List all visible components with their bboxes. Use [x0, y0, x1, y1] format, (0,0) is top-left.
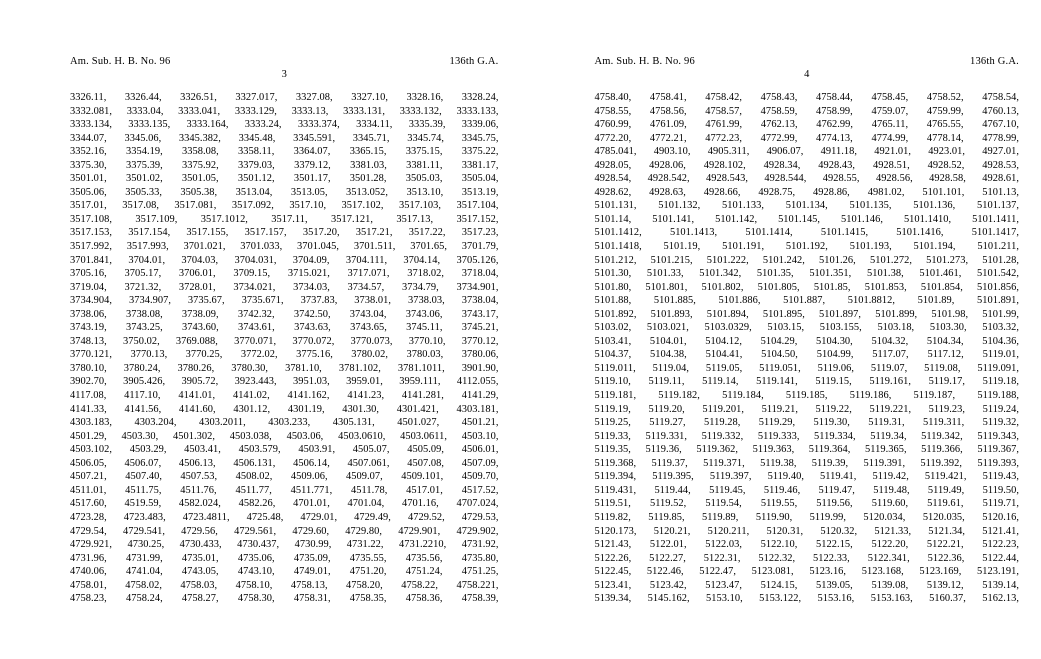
section-line: 4723.28, 4723.483, 4723.4811, 4725.48, 4729.01, 4729.49, 4729.52, 4729.53, [70, 511, 499, 523]
section-line: 5119.35, 5119.36, 5119.362, 5119.363, 5119.364, 5119.365, 5119.366, 5119.367, [594, 444, 1019, 456]
section-line: 4503.102, 4503.29, 4503.41, 4503.579, 4503.91, 4505.07, 4505.09, 4506.01, [70, 444, 499, 456]
section-line: 5119.368, 5119.37, 5119.371, 5119.38, 5119.39, 5119.391, 5119.392, 5119.393, [594, 457, 1019, 469]
section-line: 5119.181, 5119.182, 5119.184, 5119.185, 5119.186, 5119.187, 5119.188, [594, 390, 1019, 402]
section-line: 3738.06, 3738.08, 3738.09, 3742.32, 3742.50, 3743.04, 3743.06, 3743.17, [70, 308, 499, 320]
section-line: 3902.70, 3905.426, 3905.72, 3923.443, 3951.03, 3959.01, 3959.111, 4112.055, [70, 376, 499, 388]
section-line: 5119.82, 5119.85, 5119.89, 5119.90, 5119.99, 5120.034, 5120.035, 5120.16, [594, 511, 1019, 523]
section-line: 3333.134, 3333.135, 3333.164, 3333.24, 3333.374, 3334.11, 3335.39, 3339.06, [70, 119, 499, 131]
section-line: 3743.19, 3743.25, 3743.60, 3743.61, 3743.63, 3743.65, 3745.11, 3745.21, [70, 322, 499, 334]
section-line: 5101.30, 5101.33, 5101.342, 5101.35, 5101.351, 5101.38, 5101.461, 5101.542, [594, 268, 1019, 280]
section-line: 5121.43, 5122.01, 5122.03, 5122.10, 5122.15, 5122.20, 5122.21, 5122.23, [594, 539, 1019, 551]
section-line: 4729.54, 4729.541, 4729.56, 4729.561, 4729.60, 4729.80, 4729.901, 4729.902, [70, 525, 499, 537]
section-line: 3501.01, 3501.02, 3501.05, 3501.12, 3501.17, 3501.28, 3505.03, 3505.04, [70, 173, 499, 185]
section-line: 4506.05, 4506.07, 4506.13, 4506.131, 4506.14, 4507.061, 4507.08, 4507.09, [70, 457, 499, 469]
section-line: 3375.30, 3375.39, 3375.92, 3379.03, 3379.12, 3381.03, 3381.11, 3381.17, [70, 159, 499, 171]
section-line: 3517.153, 3517.154, 3517.155, 3517.157, 3517.20, 3517.21, 3517.22, 3517.23, [70, 227, 499, 239]
section-line: 5119.431, 5119.44, 5119.45, 5119.46, 5119.47, 5119.48, 5119.49, 5119.50, [594, 484, 1019, 496]
running-head-left [70, 56, 499, 67]
section-line: 5123.41, 5123.42, 5123.47, 5124.15, 5139.05, 5139.08, 5139.12, 5139.14, [594, 579, 1019, 591]
bill-number-right: Am. Sub. H. B. No. 96 [594, 56, 695, 67]
section-line: 5139.34, 5145.162, 5153.10, 5153.122, 5153.16, 5153.163, 5160.37, 5162.13, [594, 593, 1019, 605]
section-line: 3719.04, 3721.32, 3728.01, 3734.021, 3734.03, 3734.57, 3734.79, 3734.901, [70, 281, 499, 293]
section-line: 4772.20, 4772.21, 4772.23, 4772.99, 4774.13, 4774.99, 4778.14, 4778.99, [594, 132, 1019, 144]
section-line: 4517.60, 4519.59, 4582.024, 4582.26, 4701.01, 4701.04, 4701.16, 4707.024, [70, 498, 499, 510]
section-line: 4303.183, 4303.204, 4303.2011, 4303.233, 4305.131, 4501.027, 4501.21, [70, 417, 499, 429]
section-line: 4729.921, 4730.25, 4730.433, 4730.437, 4730.99, 4731.22, 4731.2210, 4731.92, [70, 539, 499, 551]
section-line: 4731.96, 4731.99, 4735.01, 4735.06, 4735.09, 4735.55, 4735.56, 4735.80, [70, 552, 499, 564]
section-line: 4928.05, 4928.06, 4928.102, 4928.34, 4928.43, 4928.51, 4928.52, 4928.53, [594, 159, 1019, 171]
section-line: 3770.121, 3770.13, 3770.25, 3772.02, 3775.16, 3780.02, 3780.03, 3780.06, [70, 349, 499, 361]
section-line: 4760.99, 4761.09, 4761.99, 4762.13, 4762.99, 4765.11, 4765.55, 4767.10, [594, 119, 1019, 131]
section-line: 4117.08, 4117.10, 4141.01, 4141.02, 4141.162, 4141.23, 4141.281, 4141.29, [70, 390, 499, 402]
section-line: 5119.25, 5119.27, 5119.28, 5119.29, 5119.30, 5119.31, 5119.311, 5119.32, [594, 417, 1019, 429]
column-right [521, 0, 1041, 659]
section-line: 4501.29, 4503.30, 4501.302, 4503.038, 4503.06, 4503.0610, 4503.0611, 4503.10, [70, 430, 499, 442]
section-line: 3705.16, 3705.17, 3706.01, 3709.15, 3715.021, 3717.071, 3718.02, 3718.04, [70, 268, 499, 280]
section-line: 5120.173, 5120.21, 5120.211, 5120.31, 5120.32, 5121.33, 5121.34, 5121.41, [594, 525, 1019, 537]
section-line: 4758.23, 4758.24, 4758.27, 4758.30, 4758.31, 4758.35, 4758.36, 4758.39, [70, 593, 499, 605]
section-line: 4507.21, 4507.40, 4507.53, 4508.02, 4509.06, 4509.07, 4509.101, 4509.70, [70, 471, 499, 483]
running-head-right [595, 56, 1020, 67]
section-list-right [595, 91, 1020, 606]
section-line: 3332.081, 3333.04, 3333.041, 3333.129, 3333.13, 3333.131, 3333.132, 3333.133, [70, 105, 499, 117]
section-line: 4928.54, 4928.542, 4928.543, 4928.544, 4928.55, 4928.56, 4928.58, 4928.61, [594, 173, 1019, 185]
section-line: 3701.841, 3704.01, 3704.03, 3704.031, 3704.09, 3704.111, 3704.14, 3705.126, [70, 254, 499, 266]
section-line: 3505.06, 3505.33, 3505.38, 3513.04, 3513.05, 3513.052, 3513.10, 3513.19, [70, 186, 499, 198]
section-line: 4928.62, 4928.63, 4928.66, 4928.75, 4928.86, 4981.02, 5101.101, 5101.13, [594, 186, 1019, 198]
section-line: 5119.394, 5119.395, 5119.397, 5119.40, 5119.41, 5119.42, 5119.421, 5119.43, [594, 471, 1019, 483]
section-line: 3517.01, 3517.08, 3517.081, 3517.092, 3517.10, 3517.102, 3517.103, 3517.104, [70, 200, 499, 212]
section-line: 5101.1418, 5101.19, 5101.191, 5101.192, 5101.193, 5101.194, 5101.211, [594, 241, 1019, 253]
section-line: 5103.41, 5104.01, 5104.12, 5104.29, 5104.30, 5104.32, 5104.34, 5104.36, [594, 335, 1019, 347]
section-line: 4511.01, 4511.75, 4511.76, 4511.77, 4511.771, 4511.78, 4517.01, 4517.52, [70, 484, 499, 496]
section-line: 5103.02, 5103.021, 5103.0329, 5103.15, 5103.155, 5103.18, 5103.30, 5103.32, [594, 322, 1019, 334]
section-line: 4740.06, 4741.04, 4743.05, 4743.10, 4749.01, 4751.20, 4751.24, 4751.25, [70, 566, 499, 578]
section-line: 5101.80, 5101.801, 5101.802, 5101.805, 5101.85, 5101.853, 5101.854, 5101.856, [594, 281, 1019, 293]
section-line: 5119.33, 5119.331, 5119.332, 5119.333, 5119.334, 5119.34, 5119.342, 5119.343, [594, 430, 1019, 442]
page-number-left: 3 [281, 69, 287, 80]
general-assembly-right: 136th G.A. [970, 56, 1019, 67]
section-line: 4758.40, 4758.41, 4758.42, 4758.43, 4758.44, 4758.45, 4758.52, 4758.54, [594, 92, 1019, 103]
section-line: 3326.11, 3326.44, 3326.51, 3327.017, 3327.08, 3327.10, 3328.16, 3328.24, [70, 92, 499, 103]
section-line: 3344.07, 3345.06, 3345.382, 3345.48, 3345.591, 3345.71, 3345.74, 3345.75, [70, 132, 499, 144]
bill-number-left: Am. Sub. H. B. No. 96 [70, 56, 171, 67]
section-line: 5104.37, 5104.38, 5104.41, 5104.50, 5104.99, 5117.07, 5117.12, 5119.01, [594, 349, 1019, 361]
section-line: 5101.131, 5101.132, 5101.133, 5101.134, 5101.135, 5101.136, 5101.137, [594, 200, 1019, 212]
general-assembly-left: 136th G.A. [449, 56, 499, 67]
section-line: 3780.10, 3780.24, 3780.26, 3780.30, 3781.10, 3781.102, 3781.1011, 3901.90, [70, 362, 499, 374]
section-line: 4785.041, 4903.10, 4905.311, 4906.07, 4911.18, 4921.01, 4923.01, 4927.01, [594, 146, 1019, 158]
section-line: 5101.212, 5101.215, 5101.222, 5101.242, 5101.26, 5101.272, 5101.273, 5101.28, [594, 254, 1019, 266]
section-line: 3352.16, 3354.19, 3358.08, 3358.11, 3364.07, 3365.15, 3375.15, 3375.22, [70, 146, 499, 158]
section-line: 5101.892, 5101.893, 5101.894, 5101.895, 5101.897, 5101.899, 5101.98, 5101.99, [594, 308, 1019, 320]
section-line: 3748.13, 3750.02, 3769.088, 3770.071, 3770.072, 3770.073, 3770.10, 3770.12, [70, 335, 499, 347]
section-line: 4758.55, 4758.56, 4758.57, 4758.59, 4758.99, 4759.07, 4759.99, 4760.13, [594, 105, 1019, 117]
section-line: 5119.19, 5119.20, 5119.201, 5119.21, 5119.22, 5119.221, 5119.23, 5119.24, [594, 403, 1019, 415]
section-line: 4141.33, 4141.56, 4141.60, 4301.12, 4301.19, 4301.30, 4301.421, 4303.181, [70, 403, 499, 415]
section-line: 5101.14, 5101.141, 5101.142, 5101.145, 5101.146, 5101.1410, 5101.1411, [594, 213, 1019, 225]
section-line: 3517.108, 3517.109, 3517.1012, 3517.11, 3517.121, 3517.13, 3517.152, [70, 213, 499, 225]
section-line: 5122.26, 5122.27, 5122.31, 5122.32, 5122.33, 5122.341, 5122.36, 5122.44, [594, 552, 1019, 564]
section-list-left [70, 91, 499, 606]
section-line: 4758.01, 4758.02, 4758.03, 4758.10, 4758.13, 4758.20, 4758.22, 4758.221, [70, 579, 499, 591]
section-line: 5122.45, 5122.46, 5122.47, 5123.081, 5123.16, 5123.168, 5123.169, 5123.191, [594, 566, 1019, 578]
section-line: 5101.88, 5101.885, 5101.886, 5101.887, 5101.8812, 5101.89, 5101.891, [594, 295, 1019, 307]
section-line: 3517.992, 3517.993, 3701.021, 3701.033, 3701.045, 3701.511, 3701.65, 3701.79, [70, 241, 499, 253]
section-line: 3734.904, 3734.907, 3735.67, 3735.671, 3737.83, 3738.01, 3738.03, 3738.04, [70, 295, 499, 307]
section-line: 5119.011, 5119.04, 5119.05, 5119.051, 5119.06, 5119.07, 5119.08, 5119.091, [594, 362, 1019, 374]
section-line: 5101.1412, 5101.1413, 5101.1414, 5101.1415, 5101.1416, 5101.1417, [594, 227, 1019, 239]
section-line: 5119.10, 5119.11, 5119.14, 5119.141, 5119.15, 5119.161, 5119.17, 5119.18, [594, 376, 1019, 388]
page-number-right: 4 [804, 69, 810, 80]
section-line: 5119.51, 5119.52, 5119.54, 5119.55, 5119.56, 5119.60, 5119.61, 5119.71, [594, 498, 1019, 510]
